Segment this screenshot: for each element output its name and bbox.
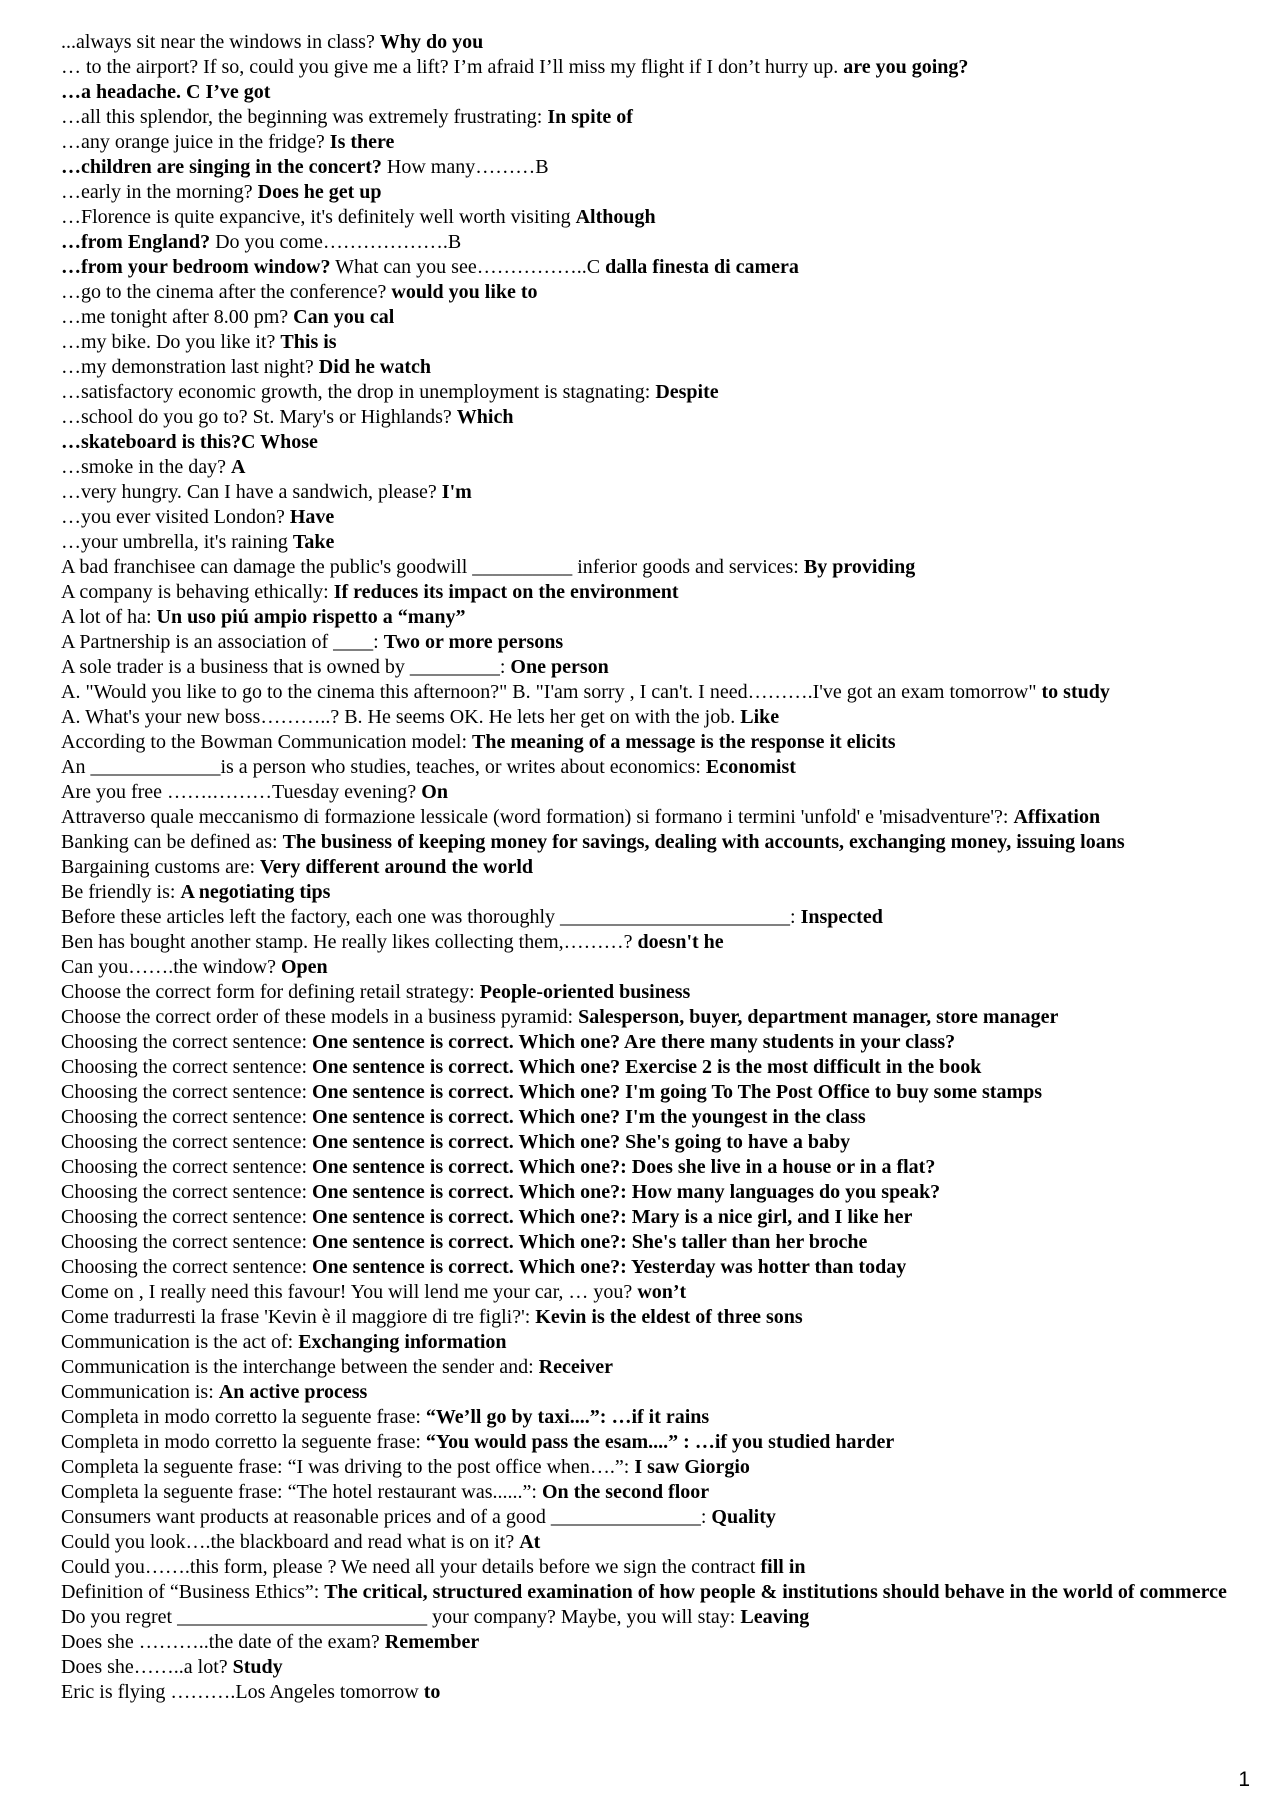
qa-line: [61, 1180, 1236, 1205]
question-text: Attraverso quale meccanismo di formazione lessicale (word formation) si formano i termini 'unfold' e 'misadventure'?:: [61, 806, 1014, 828]
qa-line: [61, 1280, 1236, 1305]
qa-line: [61, 1205, 1236, 1230]
qa-line: [61, 1630, 1236, 1655]
qa-line: [61, 1505, 1236, 1530]
question-text: Choosing the correct sentence:: [61, 1206, 313, 1228]
answer-text: “You would pass the esam....” : …if you studied harder: [425, 1431, 895, 1453]
question-text: Be friendly is:: [61, 881, 181, 903]
qa-line: [61, 555, 1236, 580]
qa-line: [61, 105, 1236, 130]
question-text: Completa in modo corretto la seguente frase:: [61, 1431, 426, 1453]
answer-text: Very different around the world: [260, 856, 534, 878]
qa-line: [61, 955, 1236, 980]
question-text: Choose the correct form for defining retail strategy:: [61, 981, 480, 1003]
question-text: Are you free …….………Tuesday evening?: [61, 781, 422, 803]
qa-line: [61, 1355, 1236, 1380]
answer-text: Exchanging information: [298, 1331, 507, 1353]
qa-line: [61, 655, 1236, 680]
question-text: …my demonstration last night?: [61, 356, 319, 378]
answer-text: to study: [1041, 681, 1110, 703]
question-text: Choosing the correct sentence:: [61, 1156, 313, 1178]
question-text: Choosing the correct sentence:: [61, 1256, 313, 1278]
question-text: Choosing the correct sentence:: [61, 1131, 313, 1153]
qa-line: [61, 130, 1236, 155]
qa-line: [61, 155, 1236, 180]
question-text: Choosing the correct sentence:: [61, 1056, 313, 1078]
qa-line: [61, 180, 1236, 205]
question-text: Do you come……………….B: [210, 231, 462, 253]
qa-line: [61, 1480, 1236, 1505]
answer-text: Affixation: [1013, 806, 1101, 828]
qa-line: [61, 1580, 1236, 1605]
answer-text: One person: [510, 656, 609, 678]
answer-text: People-oriented business: [479, 981, 691, 1003]
qa-line: [61, 1555, 1236, 1580]
answer-text: Can you cal: [293, 306, 395, 328]
qa-line: [61, 305, 1236, 330]
question-text: Communication is:: [61, 1381, 219, 1403]
answer-text: …from England?: [61, 231, 211, 253]
qa-line: [61, 430, 1236, 455]
answer-text: I saw Giorgio: [634, 1456, 750, 1478]
question-text: Choosing the correct sentence:: [61, 1031, 313, 1053]
question-text: …go to the cinema after the conference?: [61, 281, 392, 303]
question-text: A lot of ha:: [61, 606, 157, 628]
qa-line: [61, 1380, 1236, 1405]
qa-line: [61, 330, 1236, 355]
question-text: …very hungry. Can I have a sandwich, please?: [61, 481, 442, 503]
qa-line: [61, 355, 1236, 380]
answer-text: Salesperson, buyer, department manager, store manager: [578, 1006, 1059, 1028]
question-text: Choose the correct order of these models in a business pyramid:: [61, 1006, 579, 1028]
answer-text: A negotiating tips: [180, 881, 331, 903]
answer-text: Quality: [711, 1506, 776, 1528]
qa-line: [61, 55, 1236, 80]
qa-line: [61, 630, 1236, 655]
answer-text: fill in: [760, 1556, 806, 1578]
qa-line: [61, 830, 1236, 855]
answer-text: Take: [292, 531, 335, 553]
question-text: How many………B: [381, 156, 549, 178]
question-text: According to the Bowman Communication model:: [61, 731, 473, 753]
answer-text: At: [519, 1531, 541, 1553]
answer-text: …skateboard is this?C Whose: [61, 431, 318, 453]
question-text: Consumers want products at reasonable prices and of a good _______________:: [61, 1506, 712, 1528]
answer-text: One sentence is correct. Which one? Are there many students in your class?: [312, 1031, 956, 1053]
question-text: Definition of “Business Ethics”:: [61, 1581, 325, 1603]
answer-text: One sentence is correct. Which one?: Does she live in a house or in a flat?: [312, 1156, 936, 1178]
question-text: Ben has bought another stamp. He really likes collecting them,………?: [61, 931, 638, 953]
qa-line: [61, 1130, 1236, 1155]
qa-line: [61, 480, 1236, 505]
answer-text: A: [230, 456, 246, 478]
question-text: Banking can be defined as:: [61, 831, 283, 853]
qa-line: [61, 1055, 1236, 1080]
answer-text: One sentence is correct. Which one? She's going to have a baby: [312, 1131, 851, 1153]
answer-text: Leaving: [740, 1606, 810, 1628]
qa-line: [61, 855, 1236, 880]
qa-line: [61, 680, 1236, 705]
question-text: Bargaining customs are:: [61, 856, 261, 878]
qa-line: [61, 880, 1236, 905]
qa-line: [61, 280, 1236, 305]
answer-text: Why do you: [379, 31, 484, 53]
qa-line: [61, 230, 1236, 255]
qa-line: [61, 1255, 1236, 1280]
question-text: …my bike. Do you like it?: [61, 331, 281, 353]
qa-line: [61, 530, 1236, 555]
answer-text: to: [423, 1681, 441, 1703]
qa-line: [61, 1430, 1236, 1455]
qa-line: [61, 405, 1236, 430]
answer-text: Two or more persons: [383, 631, 564, 653]
question-text: Could you…….this form, please ? We need all your details before we sign the contract: [61, 1556, 761, 1578]
question-text: Do you regret _________________________ your company? Maybe, you will stay:: [61, 1606, 741, 1628]
question-text: Communication is the act of:: [61, 1331, 299, 1353]
question-text: Completa la seguente frase: “The hotel restaurant was......”:: [61, 1481, 542, 1503]
question-text: Come on , I really need this favour! You will lend me your car, … you?: [61, 1281, 638, 1303]
answer-text: The business of keeping money for savings, dealing with accounts, exchanging money, issuing loans: [282, 831, 1125, 853]
question-text: …all this splendor, the beginning was extremely frustrating:: [61, 106, 548, 128]
answer-text: Un uso piú ampio rispetto a “many”: [156, 606, 466, 628]
answer-text: Economist: [705, 756, 796, 778]
answer-text: This is: [280, 331, 337, 353]
qa-line: [61, 755, 1236, 780]
answer-text: The meaning of a message is the response it elicits: [472, 731, 896, 753]
qa-line: [61, 1080, 1236, 1105]
answer-text: Did he watch: [318, 356, 431, 378]
qa-line: [61, 255, 1236, 280]
answer-text: “We’ll go by taxi....”: …if it rains: [425, 1406, 710, 1428]
qa-line: [61, 1680, 1236, 1705]
qa-line: [61, 1655, 1236, 1680]
answer-text: One sentence is correct. Which one?: How many languages do you speak?: [312, 1181, 941, 1203]
answer-text: Like: [740, 706, 780, 728]
qa-line: [61, 1155, 1236, 1180]
question-text: A. What's your new boss………..? B. He seems OK. He lets her get on with the job.: [61, 706, 741, 728]
question-text: …school do you go to? St. Mary's or Highlands?: [61, 406, 457, 428]
question-text: Does she……..a lot?: [61, 1656, 233, 1678]
question-text: Choosing the correct sentence:: [61, 1181, 313, 1203]
question-text: Eric is flying ……….Los Angeles tomorrow: [61, 1681, 424, 1703]
question-text: …early in the morning?: [61, 181, 258, 203]
answer-text: Although: [575, 206, 656, 228]
answer-text: Open: [280, 956, 328, 978]
answer-text: Does he get up: [257, 181, 382, 203]
qa-line: [61, 455, 1236, 480]
qa-line: [61, 505, 1236, 530]
qa-line: [61, 930, 1236, 955]
qa-line: [61, 1605, 1236, 1630]
question-text: A sole trader is a business that is owned by _________:: [61, 656, 511, 678]
qa-line: [61, 1530, 1236, 1555]
question-text: Does she ………..the date of the exam?: [61, 1631, 385, 1653]
qa-line: [61, 730, 1236, 755]
question-text: A. "Would you like to go to the cinema this afternoon?" B. "I'am sorry , I can't. I need……….I've got an exam tomorrow": [61, 681, 1042, 703]
question-text: Choosing the correct sentence:: [61, 1106, 313, 1128]
question-text: Communication is the interchange between the sender and:: [61, 1356, 539, 1378]
qa-line: [61, 705, 1236, 730]
question-text: Completa in modo corretto la seguente frase:: [61, 1406, 426, 1428]
answer-text: …a headache. C I’ve got: [61, 81, 271, 103]
page-number: 1: [1238, 1768, 1250, 1791]
answer-text: One sentence is correct. Which one?: She's taller than her broche: [312, 1231, 868, 1253]
answer-text: Study: [232, 1656, 283, 1678]
qa-line: [61, 1030, 1236, 1055]
question-text: …you ever visited London?: [61, 506, 290, 528]
question-text: …satisfactory economic growth, the drop in unemployment is stagnating:: [61, 381, 656, 403]
answer-text: Inspected: [800, 906, 883, 928]
question-text: An _____________is a person who studies, teaches, or writes about economics:: [61, 756, 706, 778]
answer-text: By providing: [803, 556, 916, 578]
answer-text: Receiver: [538, 1356, 614, 1378]
question-text: … to the airport? If so, could you give me a lift? I’m afraid I’ll miss my flight if I don’t hurry up.: [61, 56, 844, 78]
answer-text: Kevin is the eldest of three sons: [535, 1306, 803, 1328]
answer-text: Have: [289, 506, 335, 528]
answer-text: I'm: [441, 481, 472, 503]
answer-text: One sentence is correct. Which one? I'm going To The Post Office to buy some stamps: [312, 1081, 1043, 1103]
question-text: What can you see……………..C: [330, 256, 606, 278]
answer-text: doesn't he: [637, 931, 724, 953]
answer-text: Which: [456, 406, 514, 428]
question-text: …any orange juice in the fridge?: [61, 131, 330, 153]
answer-text: On the second floor: [541, 1481, 710, 1503]
question-text: Choosing the correct sentence:: [61, 1081, 313, 1103]
answer-text: are you going?: [843, 56, 969, 78]
question-text: A bad franchisee can damage the public's goodwill __________ inferior goods and services:: [61, 556, 804, 578]
question-text: Choosing the correct sentence:: [61, 1231, 313, 1253]
qa-line: [61, 1105, 1236, 1130]
qa-line: [61, 80, 1236, 105]
question-text: Come tradurresti la frase 'Kevin è il maggiore di tre figli?':: [61, 1306, 536, 1328]
answer-text: One sentence is correct. Which one? Exercise 2 is the most difficult in the book: [312, 1056, 982, 1078]
answer-text: …children are singing in the concert?: [61, 156, 382, 178]
question-text: Before these articles left the factory, each one was thoroughly _______________________:: [61, 906, 801, 928]
answer-text: dalla finesta di camera: [605, 256, 799, 278]
question-text: …your umbrella, it's raining: [61, 531, 293, 553]
answer-text: The critical, structured examination of how people & institutions should behave in the world of commerce: [324, 1581, 1227, 1603]
qa-line: [61, 605, 1236, 630]
qa-line: [61, 805, 1236, 830]
answer-text: One sentence is correct. Which one?: Yesterday was hotter than today: [312, 1256, 907, 1278]
answer-text: In spite of: [547, 106, 633, 128]
qa-line: [61, 580, 1236, 605]
answer-text: If reduces its impact on the environment: [333, 581, 679, 603]
qa-line: [61, 1405, 1236, 1430]
qa-line: [61, 205, 1236, 230]
answer-text: Remember: [384, 1631, 480, 1653]
question-text: Can you…….the window?: [61, 956, 281, 978]
question-text: …Florence is quite expancive, it's definitely well worth visiting: [61, 206, 576, 228]
qa-line: [61, 1005, 1236, 1030]
question-text: Could you look….the blackboard and read what is on it?: [61, 1531, 520, 1553]
qa-line: [61, 780, 1236, 805]
answer-text: …from your bedroom window?: [61, 256, 331, 278]
answer-text: would you like to: [391, 281, 538, 303]
answer-text: Is there: [329, 131, 395, 153]
qa-line: [61, 1330, 1236, 1355]
answer-text: One sentence is correct. Which one?: Mary is a nice girl, and I like her: [312, 1206, 913, 1228]
answer-text: won’t: [637, 1281, 687, 1303]
qa-line: [61, 1455, 1236, 1480]
qa-line: [61, 1305, 1236, 1330]
answer-text: An active process: [218, 1381, 368, 1403]
document-body: [61, 30, 1236, 1705]
answer-text: One sentence is correct. Which one? I'm the youngest in the class: [312, 1106, 866, 1128]
qa-line: [61, 1230, 1236, 1255]
question-text: A Partnership is an association of ____:: [61, 631, 384, 653]
qa-line: [61, 980, 1236, 1005]
answer-text: On: [421, 781, 448, 803]
question-text: …me tonight after 8.00 pm?: [61, 306, 294, 328]
question-text: ...always sit near the windows in class?: [61, 31, 380, 53]
question-text: …smoke in the day?: [61, 456, 231, 478]
question-text: Completa la seguente frase: “I was driving to the post office when….”:: [61, 1456, 635, 1478]
answer-text: Despite: [655, 381, 719, 403]
qa-line: [61, 905, 1236, 930]
qa-line: [61, 30, 1236, 55]
qa-line: [61, 380, 1236, 405]
question-text: A company is behaving ethically:: [61, 581, 334, 603]
